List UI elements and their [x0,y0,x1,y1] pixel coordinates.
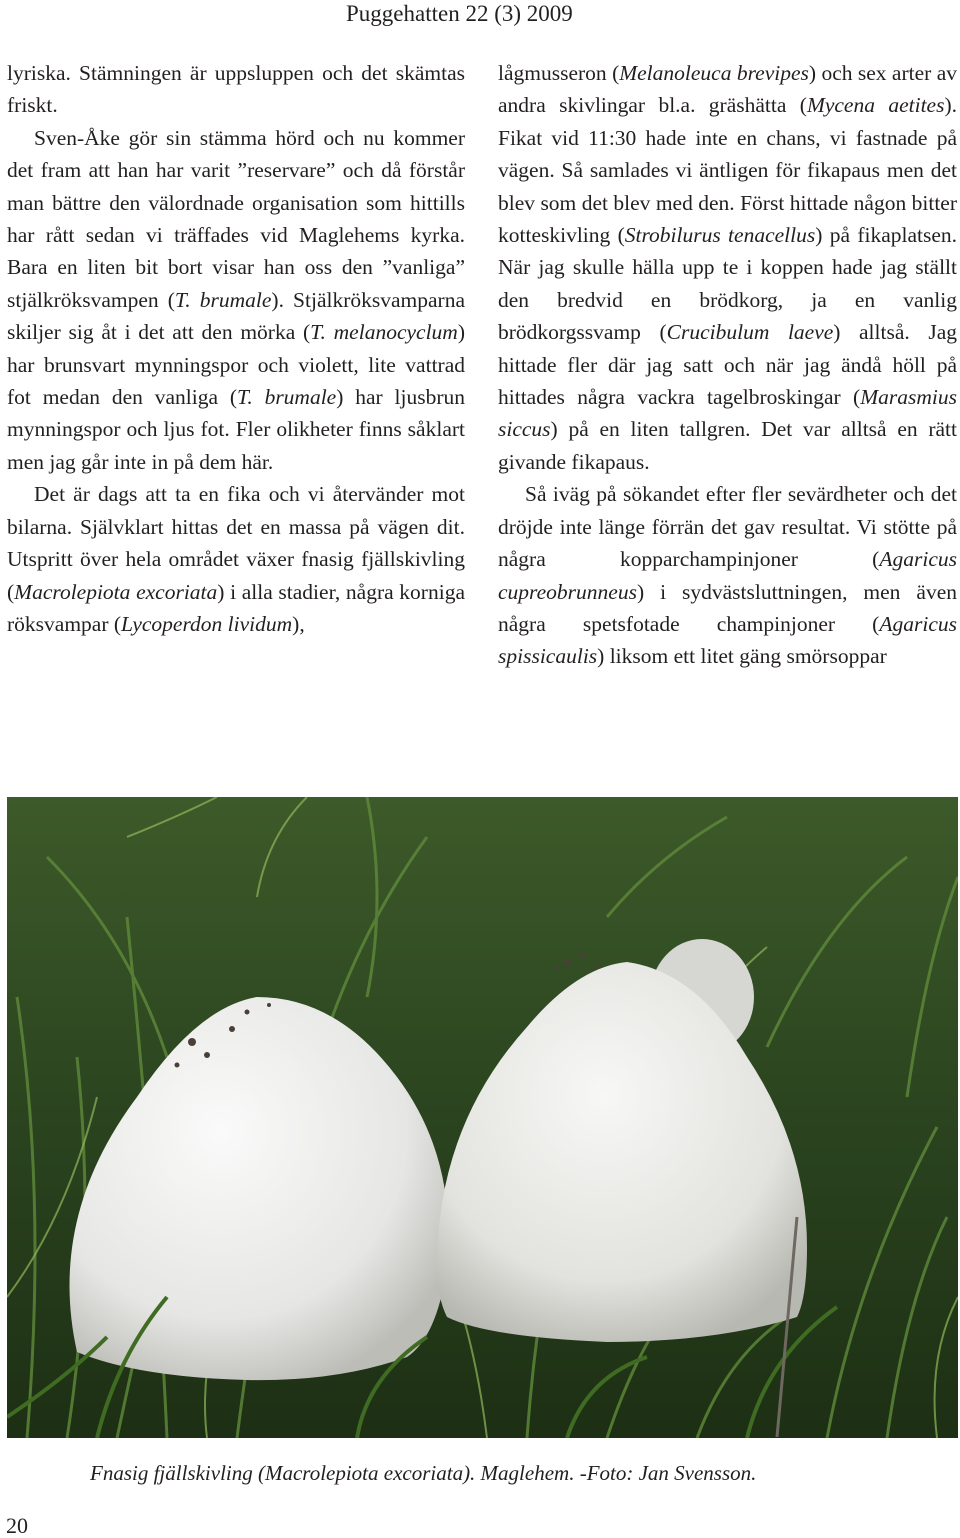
paragraph: Det är dags att ta en fika och vi återvänder mot bilarna. Självklart hittas det en massa på vägen dit. Utspritt över hela området växer fnasig fjällskivling (Macrolepiota excoriata) i alla stadier, några korniga röksvampar (Lycoperdon lividum), [7,482,465,636]
paragraph: lyriska. Stämningen är uppsluppen och det skämtas friskt. [7,61,465,118]
running-header: Puggehatten 22 (3) 2009 [346,1,573,26]
paragraph: Så iväg på sökandet efter fler sevärdheter och det dröjde inte länge förrän det gav resultat. Vi stötte på några kopparchampinjoner (Agaricus cupreobrunneus) i sydvästsluttningen, men även några spetsfotade champinjoner (Agaricus spissicaulis) liksom ett litet gäng smörsoppar [498,482,957,669]
paragraph: lågmusseron (Melanoleuca brevipes) och sex arter av andra skivlingar bl.a. gräshätta (Mycena aetites). Fikat vid 11:30 hade inte en chans, vi fastnade på vägen. Så samlades vi äntligen för fikapaus men det blev som det blev med den. Först hittade någon bitter kotteskivling (Strobilurus tenacellus) på fikaplatsen. När jag skulle hälla upp te i koppen hade jag ställt den bredvid en brödkorg, ja en vanlig brödkorgssvamp (Crucibulum laeve) alltså. Jag hittade fler där jag satt och när jag ändå höll på hittades några vackra tagelbroskingar (Marasmius siccus) på en liten tallgren. Det var alltså en rätt givande fikapaus. [498,61,958,474]
mushroom-photo [7,797,958,1438]
photo-caption: Fnasig fjällskivling (Macrolepiota excoriata). Maglehem. -Foto: Jan Svensson. [90,1461,757,1485]
page-number: 20 [6,1513,28,1538]
paragraph: Sven-Åke gör sin stämma hörd och nu kommer det fram att han har varit ”reservare” och då förstår man bättre den välordnade organisation som hittills har rått sedan vi träffades vid Maglehems kyrka. Bara en liten bit bort visar han oss den ”vanliga” stjälkröksvampen (T. brumale). Stjälkröksvamparna skiljer sig åt i det att den mörka (T. melanocyclum) har brunsvart mynningspor och violett, lite vattrad fot medan den vanliga (T. brumale) har ljusbrun mynningspor och ljus fot. Fler olikheter finns såklart men jag går inte in på dem här. [7,125,466,474]
left-text-column [7,57,465,640]
right-text-column [498,57,957,673]
